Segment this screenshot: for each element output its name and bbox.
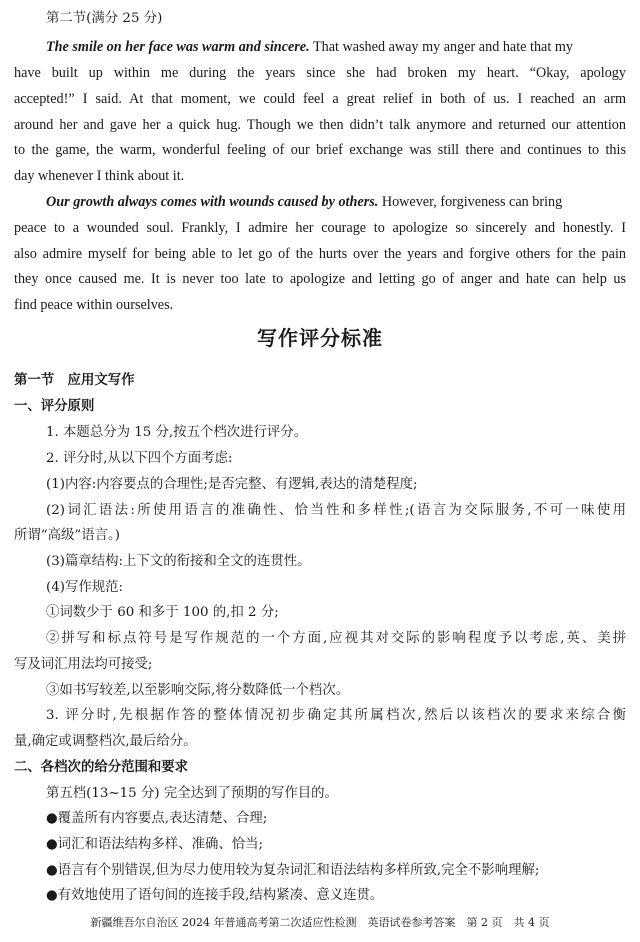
paragraph-2-line-1-text: However, forgiveness can bring: [378, 194, 563, 210]
rule-sub-2-line-1: (2)词汇语法:所使用语言的准确性、恰当性和多样性;(语言为交际服务,不可一味使用: [46, 503, 626, 518]
paragraph-1-line-1: [46, 38, 626, 56]
rule-clause-2-line-1: ②拼写和标点符号是写作规范的一个方面,应视其对交际的影响程度予以考虑,英、美拼: [46, 631, 626, 646]
band-5-bullet-4: ●有效地使用了语句间的连接手段,结构紧凑、意义连贯。: [46, 888, 384, 903]
paragraph-1-line-4: around her and gave her a quick hug. Though we then didn’t talk anymore and returned our attention: [14, 117, 626, 133]
section-1-heading: 第一节 应用文写作: [14, 373, 135, 388]
paragraph-1-line-2: have built up within me during the years since she had broken my heart. “Okay, apology: [14, 65, 626, 81]
part-2-heading: 二、各档次的给分范围和要求: [14, 760, 189, 775]
rubric-title: 写作评分标准: [257, 326, 383, 350]
paragraph-2-line-3: also admire myself for being able to let go of the hurts over the years and forgive others for the pain: [14, 246, 626, 262]
band-5-heading: 第五档(13~15 分) 完全达到了预期的写作目的。: [46, 786, 338, 801]
rule-sub-4: (4)写作规范:: [46, 580, 124, 595]
paragraph-2-lead: Our growth always comes with wounds caused by others.: [46, 194, 379, 210]
rule-sub-1: (1)内容:内容要点的合理性;是否完整、有逻辑,表达的清楚程度;: [46, 477, 418, 492]
band-5-bullet-1: ●覆盖所有内容要点,表达清楚、合理;: [46, 811, 268, 826]
rule-sub-3: (3)篇章结构:上下文的衔接和全文的连贯性。: [46, 554, 311, 569]
paragraph-1-lead: The smile on her face was warm and sincere.: [46, 39, 310, 55]
paragraph-2-line-1: [46, 193, 626, 211]
paragraph-1-line-3: accepted!” I said. At that moment, we could feel a great relief in both of us. I reached an arm: [14, 91, 626, 107]
paragraph-2-line-2: peace to a wounded soul. Frankly, I admire her courage to apologize so sincerely and honestly. I: [14, 220, 626, 236]
paragraph-2-line-5: find peace within ourselves.: [14, 297, 174, 313]
band-5-bullet-3: ●语言有个别错误,但为尽力使用较为复杂词汇和语法结构多样所致,完全不影响理解;: [46, 863, 540, 878]
paragraph-1-line-6: day whenever I think about it.: [14, 168, 185, 184]
rule-item-3-line-1: 3. 评分时,先根据作答的整体情况初步确定其所属档次,然后以该档次的要求来综合衡: [46, 708, 626, 723]
paragraph-1-line-5: to the game, the warm, wonderful feeling of our brief exchange was still there and continues to this: [14, 142, 626, 158]
rule-clause-3: ③如书写较差,以至影响交际,将分数降低一个档次。: [46, 683, 350, 698]
section-heading: 第二节(满分 25 分): [46, 11, 163, 26]
rule-clause-2-line-2: 写及词汇用法均可接受;: [14, 657, 153, 672]
rule-item-3-line-2: 量,确定或调整档次,最后给分。: [14, 734, 197, 749]
rule-clause-1: ①词数少于 60 和多于 100 的,扣 2 分;: [46, 605, 279, 620]
part-1-heading: 一、评分原则: [14, 399, 95, 414]
paragraph-1-line-1-text: That washed away my anger and hate that my: [309, 39, 573, 55]
paragraph-2-line-4: they once caused me. It is never too late to apologize and letting go of anger and hate can help us: [14, 271, 626, 287]
rule-item-2: 2. 评分时,从以下四个方面考虑:: [46, 451, 233, 466]
band-5-bullet-2: ●词汇和语法结构多样、准确、恰当;: [46, 837, 264, 852]
page-footer: 新疆维吾尔自治区 2024 年普通高考第二次适应性检测 英语试卷参考答案 第 2 页 共 4 页: [90, 916, 550, 929]
rule-item-1: 1. 本题总分为 15 分,按五个档次进行评分。: [46, 425, 308, 440]
rule-sub-2-line-2: 所谓“高级”语言。): [14, 528, 120, 543]
